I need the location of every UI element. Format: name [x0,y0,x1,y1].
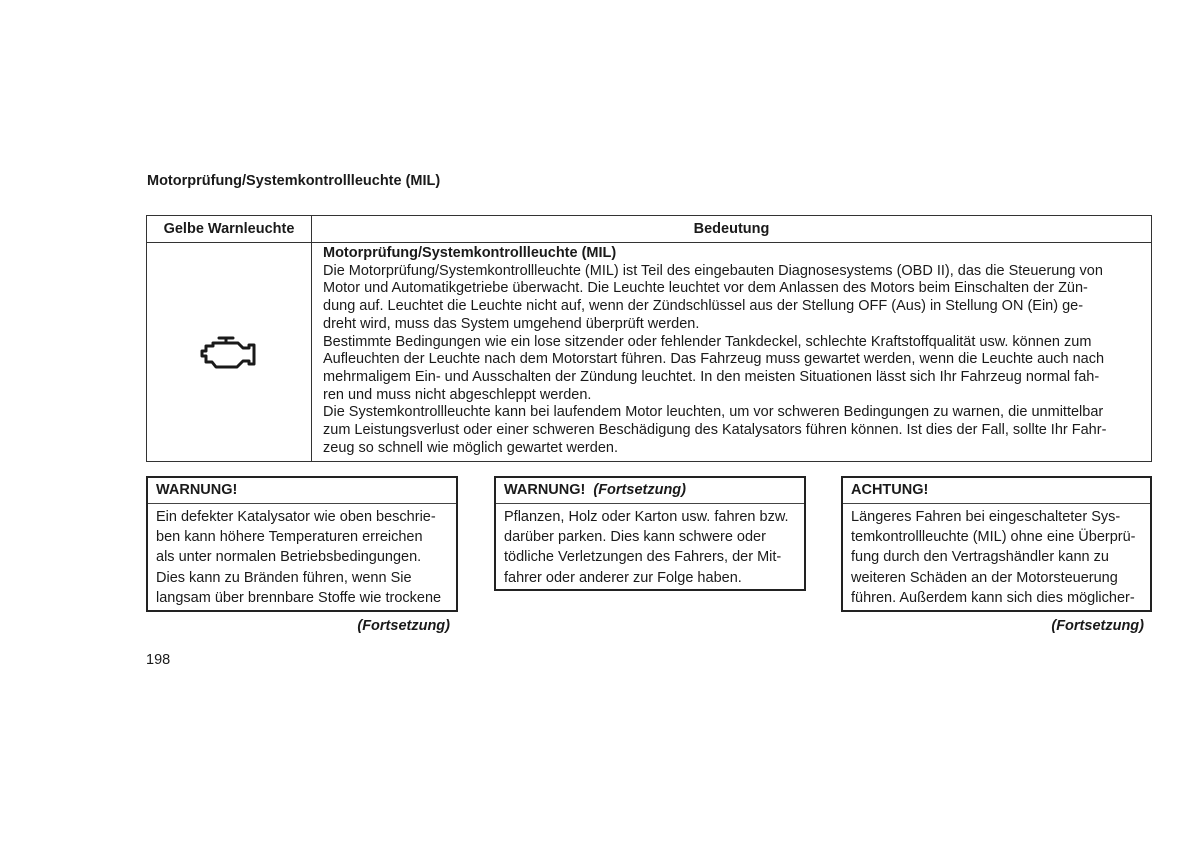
warning-line: tödliche Verletzungen des Fahrers, der Mit- [504,549,782,566]
warning-heading-label: WARNUNG! [504,482,586,498]
continuation-marker: (Fortsetzung) [593,482,686,498]
warning-box [146,476,458,612]
meaning-line: Die Motorprüfung/Systemkontrollleuchte (MIL) ist Teil des eingebauten Diagnosesystems (OBD II), das die Steuerung von [323,262,1103,279]
caution-box [841,476,1152,612]
meaning-line: zum Leistungsverlust oder einer schweren Beschädigung des Katalysators führen können. Ist dies der Fall, sollte Ihr Fahr- [323,422,1107,439]
warning-line: Dies kann zu Bränden führen, wenn Sie [156,569,412,586]
warning-body [496,504,804,588]
table-header-row [147,216,1152,243]
caution-heading-label: ACHTUNG! [851,482,929,498]
meaning-line: Die Systemkontrollleuchte kann bei laufendem Motor leuchten, um vor schweren Bedingungen zu warnen, die unmittelbar [323,404,1104,421]
continued-label: (Fortsetzung) [1051,618,1144,634]
warning-heading [496,478,804,504]
caution-line: fung durch den Vertragshändler kann zu [851,549,1109,566]
warning-heading [148,478,456,504]
caution-line: Längeres Fahren bei eingeschalteter Sys- [851,509,1121,525]
continued-label: (Fortsetzung) [357,618,450,634]
warning-line: Ein defekter Katalysator wie oben beschrie- [156,509,436,525]
caution-body [843,504,1150,608]
meaning-line: Motor und Automatikgetriebe überwacht. Die Leuchte leuchtet vor dem Anlassen des Motors beim Einschalten der Zün- [323,280,1088,297]
meaning-line: Bestimmte Bedingungen wie ein lose sitzender oder fehlender Tankdeckel, schlechte Kraftstoffqualität usw. können zum [323,333,1092,350]
icon-cell [147,243,312,462]
header-meaning: Bedeutung [312,216,1152,243]
caution-line: weiteren Schäden an der Motorsteuerung [851,569,1118,586]
table-row [147,243,1152,462]
meaning-cell [312,243,1152,462]
meaning-line: ren und muss nicht abgeschleppt werden. [323,386,592,403]
warning-light-table [146,215,1152,462]
warning-line: Pflanzen, Holz oder Karton usw. fahren bzw. [504,509,789,525]
page-number: 198 [146,652,171,668]
meaning-line: zeug so schnell wie möglich gewartet werden. [323,439,618,456]
meaning-title: Motorprüfung/Systemkontrollleuchte (MIL) [323,245,617,261]
warning-body [148,504,456,608]
header-warning-light: Gelbe Warnleuchte [147,216,312,243]
warning-line: als unter normalen Betriebsbedingungen. [156,549,422,566]
warning-line: ben kann höhere Temperaturen erreichen [156,529,423,546]
meaning-line: dreht wird, muss das System umgehend überprüft werden. [323,315,700,332]
warning-line: fahrer oder anderer zur Folge haben. [504,569,742,586]
section-title: Motorprüfung/Systemkontrollleuchte (MIL) [147,173,441,189]
warning-box-continued [494,476,806,591]
meaning-line: mehrmaligem Ein- und Ausschalten der Zündung leuchtet. In den meisten Situationen lässt sich Ihr Fahrzeug normal fah- [323,368,1100,385]
warning-line: langsam über brennbare Stoffe wie trockene [156,589,442,606]
warning-heading-label: WARNUNG! [156,482,238,498]
caution-line: führen. Außerdem kann sich dies möglicher- [851,589,1135,606]
meaning-line: Aufleuchten der Leuchte nach dem Motorstart führen. Das Fahrzeug muss gewartet werden, wenn die Leuchte auch nach [323,351,1105,368]
warning-line: darüber parken. Dies kann schwere oder [504,529,766,546]
engine-check-icon [200,334,258,370]
caution-line: temkontrollleuchte (MIL) ohne eine Überprü- [851,529,1136,546]
meaning-line: dung auf. Leuchtet die Leuchte nicht auf, wenn der Zündschlüssel aus der Stellung OFF (Aus) in Stellung ON (Ein) ge- [323,298,1084,315]
caution-heading [843,478,1150,504]
